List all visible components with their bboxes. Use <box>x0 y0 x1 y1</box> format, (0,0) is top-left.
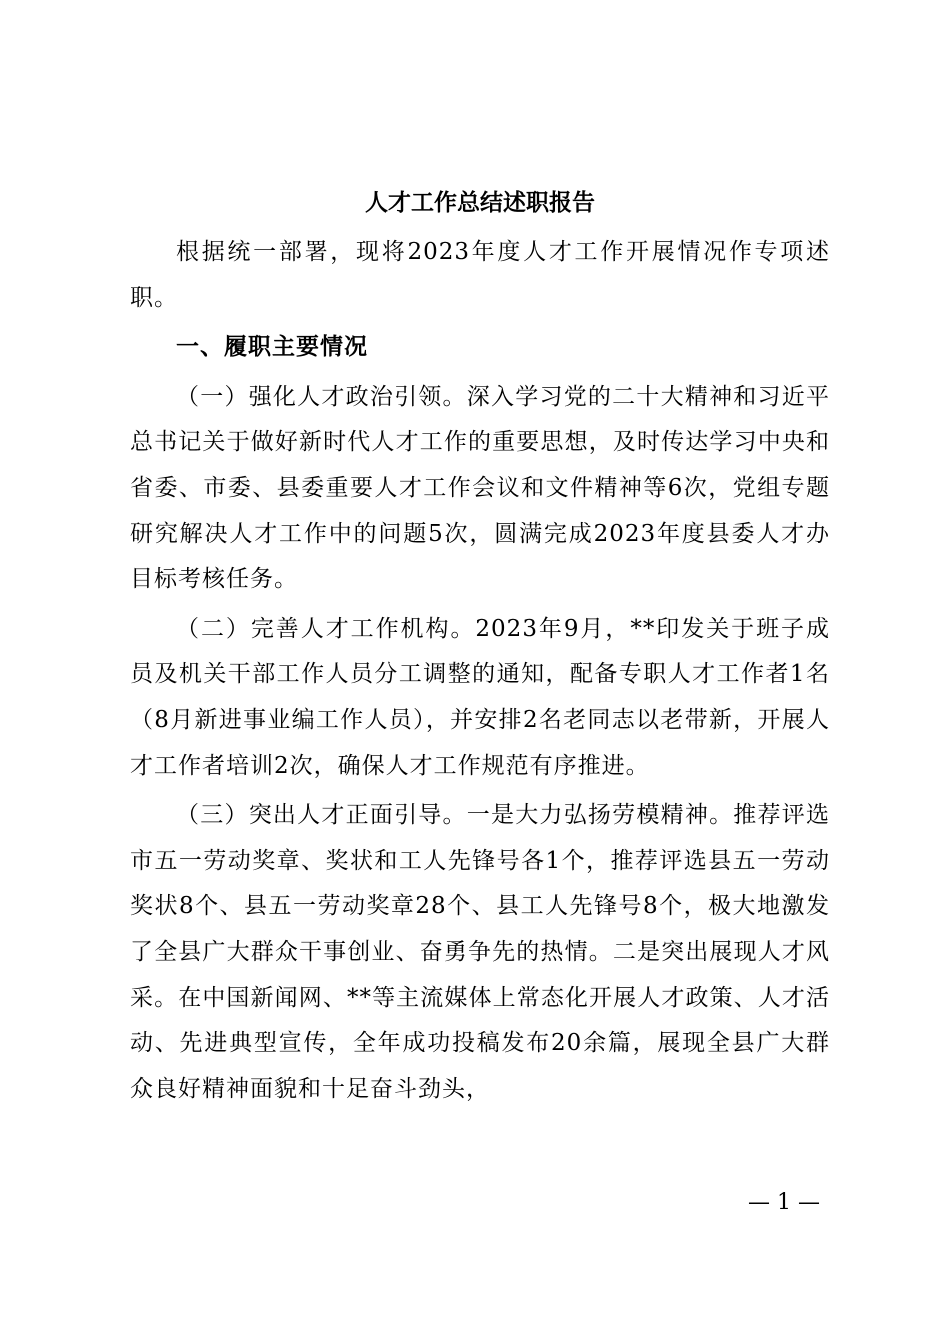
document-body <box>130 230 830 1112</box>
subsection-paragraph-1: （一）强化人才政治引领。深入学习党的二十大精神和习近平总书记关于做好新时代人才工作的重要思想，及时传达学习中央和省委、市委、县委重要人才工作会议和文件精神等6次，党组专题研究解决人才工作中的问题5次，圆满完成2023年度县委人才办目标考核任务。 <box>130 383 830 593</box>
page-number: — 1 — <box>748 1190 820 1215</box>
document-title: 人才工作总结述职报告 <box>365 190 595 216</box>
intro-paragraph: 根据统一部署，现将2023年度人才工作开展情况作专项述职。 <box>130 239 830 311</box>
section-heading: 一、履职主要情况 <box>176 334 368 361</box>
subsection-paragraph-2: （二）完善人才工作机构。2023年9月，**印发关于班子成员及机关干部工作人员分工调整的通知，配备专职人才工作者1名（8月新进事业编工作人员），并安排2名老同志以老带新，开展人才工作者培训2次，确保人才工作规范有序推进。 <box>130 615 830 779</box>
subsection-paragraph-3: （三）突出人才正面引导。一是大力弘扬劳模精神。推荐评选市五一劳动奖章、奖状和工人先锋号各1个，推荐评选县五一劳动奖状8个、县五一劳动奖章28个、县工人先锋号8个，极大地激发了全县广大群众干事创业、奋勇争先的热情。二是突出展现人才风采。在中国新闻网、**等主流媒体上常态化开展人才政策、人才活动、先进典型宣传，全年成功投稿发布20余篇，展现全县广大群众良好精神面貌和十足奋斗劲头， <box>130 802 830 1102</box>
